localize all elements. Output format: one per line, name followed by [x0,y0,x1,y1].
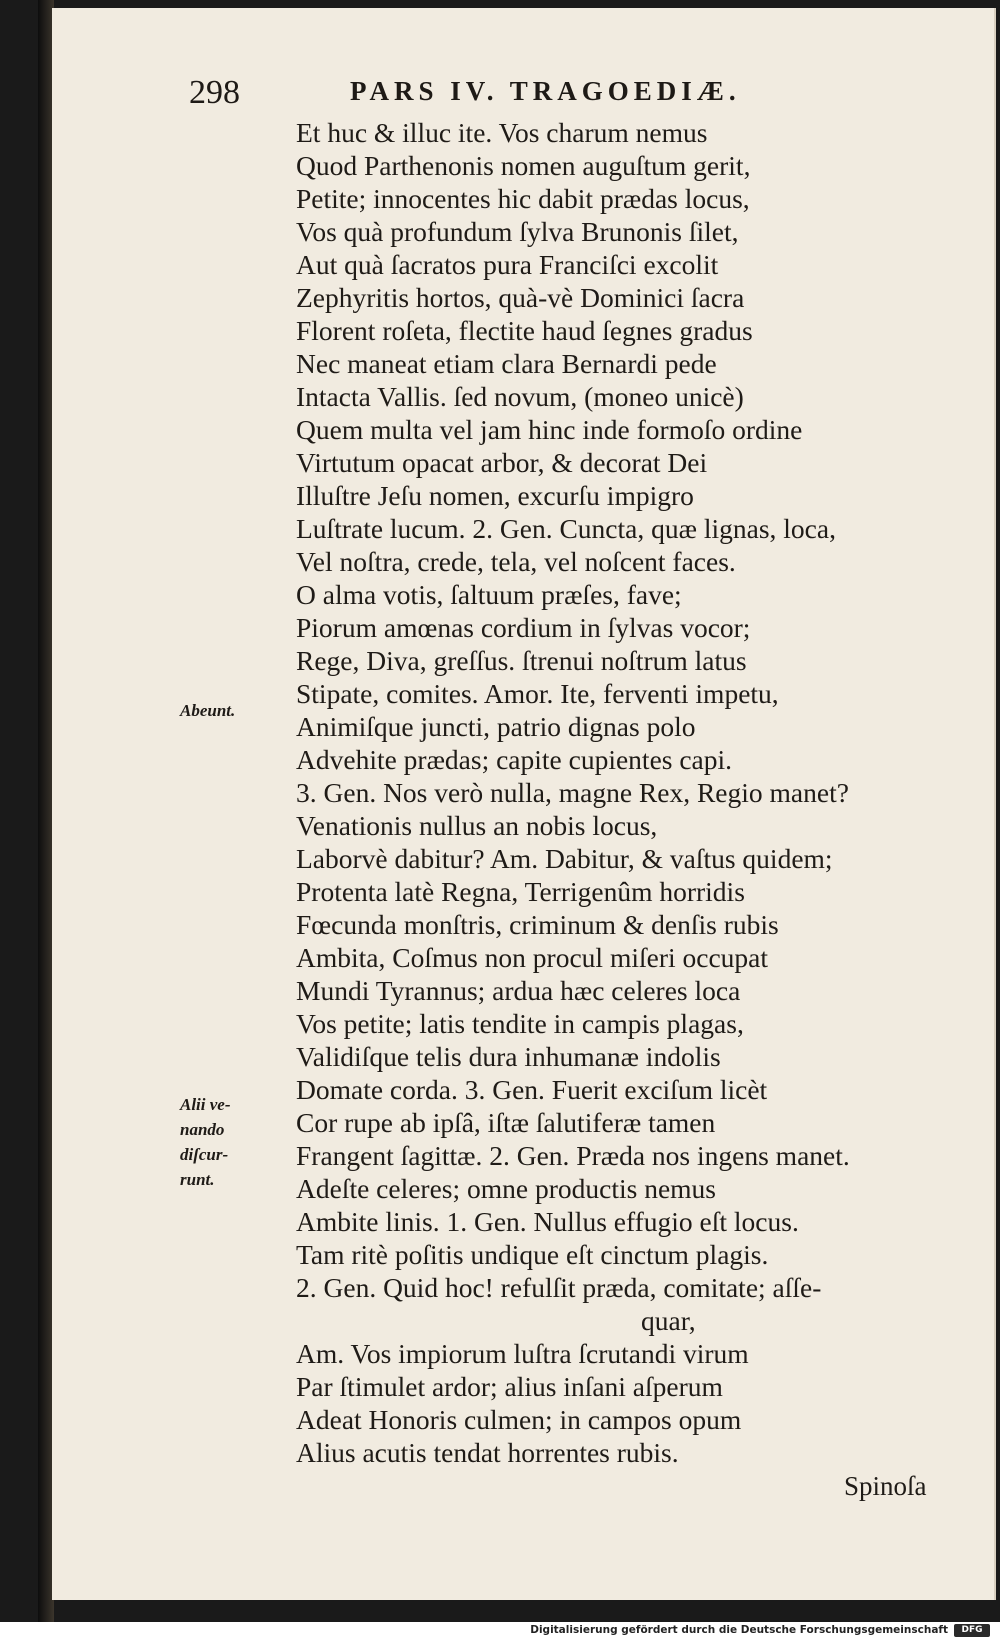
verse-line: Laborvè dabitur? Am. Dabitur, & vaſtus quidem; [296,843,833,874]
verse-line: Ambite linis. 1. Gen. Nullus effugio eſt locus. [296,1206,799,1237]
page-number: 298 [189,74,240,111]
book-page [52,8,996,1600]
verse-line: Tam ritè poſitis undique eſt cinctum plagis. [296,1239,769,1270]
margin-note-line: runt. [180,1170,215,1189]
verse-line: Advehite prædas; capite cupientes capi. [296,744,733,775]
verse-line: Ambita, Coſmus non procul miſeri occupat [296,942,768,973]
verse-line: Piorum amœnas cordium in ſylvas vocor; [296,612,751,643]
verse-line: Mundi Tyrannus; ardua hæc celeres loca [296,975,741,1006]
verse-line: Vos petite; latis tendite in campis plagas, [296,1008,744,1039]
margin-note-line: diſcur- [180,1145,229,1164]
verse-line: Am. Vos impiorum luſtra ſcrutandi virum [296,1338,749,1369]
verse-line: Et huc & illuc ite. Vos charum nemus [296,117,708,148]
page-header [52,74,994,114]
verse-line: Intacta Vallis. ſed novum, (moneo unicè) [296,381,744,412]
verse-line: Rege, Diva, greſſus. ſtrenui noſtrum latus [296,645,747,676]
verse-line: Protenta latè Regna, Terrigenûm horridis [296,876,745,907]
verse-line: Par ſtimulet ardor; alius inſani aſperum [296,1371,723,1402]
margin-note-line: nando [180,1120,225,1139]
verse-line: Validiſque telis dura inhumanæ indolis [296,1041,721,1072]
verse-line: Vel noſtra, crede, tela, vel noſcent faces. [296,546,736,577]
verse-line: Fœcunda monſtris, criminum & denſis rubis [296,909,779,940]
verse-line: Quod Parthenonis nomen auguſtum gerit, [296,150,751,181]
verse-line: Domate corda. 3. Gen. Fuerit exciſum licèt [296,1074,768,1105]
dfg-logo: DFG [954,1624,990,1637]
verse-line: Aut quà ſacratos pura Franciſci excolit [296,249,719,280]
verse-text [296,116,976,1469]
margin-note-abeunt: Abeunt. [180,701,236,720]
running-head: PARS IV. TRAGOEDIÆ. [350,76,741,106]
verse-line: Florent roſeta, flectite haud ſegnes gradus [296,315,753,346]
margin-note-line: Alii ve- [180,1095,231,1114]
verse-line: Nec maneat etiam clara Bernardi pede [296,348,717,379]
verse-line: Zephyritis hortos, quà-vè Dominici ſacra [296,282,745,313]
verse-line: Virtutum opacat arbor, & decorat Dei [296,447,708,478]
verse-line: O alma votis, ſaltuum præſes, fave; [296,579,682,610]
verse-line: Vos quà profundum ſylva Brunonis ſilet, [296,216,739,247]
catchword: Spinoſa [844,1471,927,1501]
verse-line: Illuſtre Jeſu nomen, excurſu impigro [296,480,694,511]
margin-note-alii [180,1092,290,1192]
verse-line: Alius acutis tendat horrentes rubis. [296,1437,679,1468]
footer-bar [0,1622,1000,1640]
funding-credit: Digitalisierung gefördert durch die Deutsche Forschungsgemeinschaft [530,1624,948,1636]
verse-line: Quem multa vel jam hinc inde formoſo ordine [296,414,803,445]
verse-line: Stipate, comites. Amor. Ite, ferventi impetu, [296,678,779,709]
verse-line: Luſtrate lucum. 2. Gen. Cuncta, quæ lignas, loca, [296,513,836,544]
verse-line: Cor rupe ab ipſâ, iſtæ ſalutiferæ tamen [296,1107,716,1138]
verse-line: Frangent ſagittæ. 2. Gen. Præda nos ingens manet. [296,1140,850,1171]
verse-line: Venationis nullus an nobis locus, [296,810,658,841]
verse-line: Adeſte celeres; omne productis nemus [296,1173,717,1204]
verse-line: 2. Gen. Quid hoc! refulſit præda, comitate; aſſe- [296,1272,822,1303]
verse-line-continuation: quar, [641,1305,696,1336]
verse-line: Adeat Honoris culmen; in campos opum [296,1404,742,1435]
verse-line: Animiſque juncti, patrio dignas polo [296,711,696,742]
verse-line: Petite; innocentes hic dabit prædas locus, [296,183,750,214]
verse-line: 3. Gen. Nos verò nulla, magne Rex, Regio manet? [296,777,849,808]
